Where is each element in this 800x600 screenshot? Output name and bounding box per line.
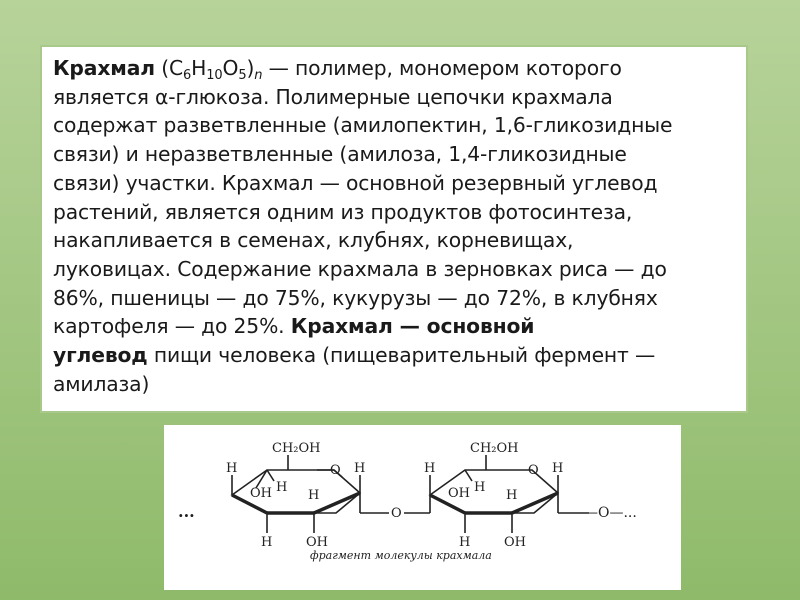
formula-part: H <box>191 56 207 80</box>
text-line-3: содержат разветвленные (амилопектин, 1,6-гликозидные <box>53 113 673 138</box>
ch2oh-label-2: CH₂OH <box>470 441 519 456</box>
h-label: H <box>354 461 366 476</box>
formula-sub: 10 <box>206 68 223 83</box>
text-line-12: амилаза) <box>53 371 150 396</box>
text-line-1 <box>53 54 753 83</box>
formula-part: ) <box>246 56 255 80</box>
text-line-8: луковицах. Содержание крахмала в зерновках риса — до <box>53 256 667 281</box>
h-label: H <box>506 488 518 503</box>
text-line-11 <box>53 341 753 370</box>
oh-label: OH <box>306 535 328 550</box>
text-run: картофеля — до 25%. <box>53 314 291 339</box>
left-chain-dots: ... <box>178 502 195 521</box>
oh-label: OH <box>504 535 526 550</box>
starch-molecule-figure <box>164 425 681 590</box>
h-label: H <box>308 488 320 503</box>
text-line-2: является α-глюкоза. Полимерные цепочки крахмала <box>53 84 613 109</box>
text-line-10 <box>53 312 753 341</box>
starch-description <box>53 54 753 398</box>
formula-part: (C <box>154 56 184 80</box>
term-starch: Крахмал <box>53 56 155 80</box>
bridge-oxygen: O <box>391 506 402 521</box>
h-label: H <box>552 461 564 476</box>
oh-label: OH <box>250 486 272 501</box>
oh-label: OH <box>448 486 470 501</box>
h-label: H <box>276 480 288 495</box>
bold-run: углевод <box>53 343 148 368</box>
h-label: H <box>424 461 436 476</box>
ring-oxygen-2: O <box>528 463 539 478</box>
bold-run: Крахмал — основной <box>290 314 535 339</box>
text-run: — полимер, мономером которого <box>262 56 622 80</box>
h-label: H <box>474 480 486 495</box>
h-label: H <box>226 461 238 476</box>
text-line-9: 86%, пшеницы — до 75%, кукурузы — до 72%, в клубнях <box>53 285 658 310</box>
text-line-4: связи) и неразветвленные (амилоза, 1,4-гликозидные <box>53 142 627 167</box>
h-label: H <box>261 535 273 550</box>
right-chain-end: —O—... <box>584 505 637 521</box>
starch-structure-diagram <box>164 425 681 590</box>
ch2oh-label-1: CH₂OH <box>272 441 321 456</box>
formula-sub: 6 <box>183 68 192 83</box>
text-line-7: накапливается в семенах, клубнях, корневищах, <box>53 228 574 253</box>
h-label: H <box>459 535 471 550</box>
ring-oxygen-1: O <box>330 463 341 478</box>
ring-labels <box>226 441 563 550</box>
formula-part: O <box>222 56 239 80</box>
formula-n: n <box>254 68 263 83</box>
text-run: пищи человека (пищеварительный фермент — <box>147 343 656 368</box>
text-line-6: растений, является одним из продуктов фотосинтеза, <box>53 199 633 224</box>
text-line-5: связи) участки. Крахмал — основной резервный углевод <box>53 170 658 195</box>
formula-sub: 5 <box>238 68 247 83</box>
figure-caption: фрагмент молекулы крахмала <box>310 549 492 562</box>
